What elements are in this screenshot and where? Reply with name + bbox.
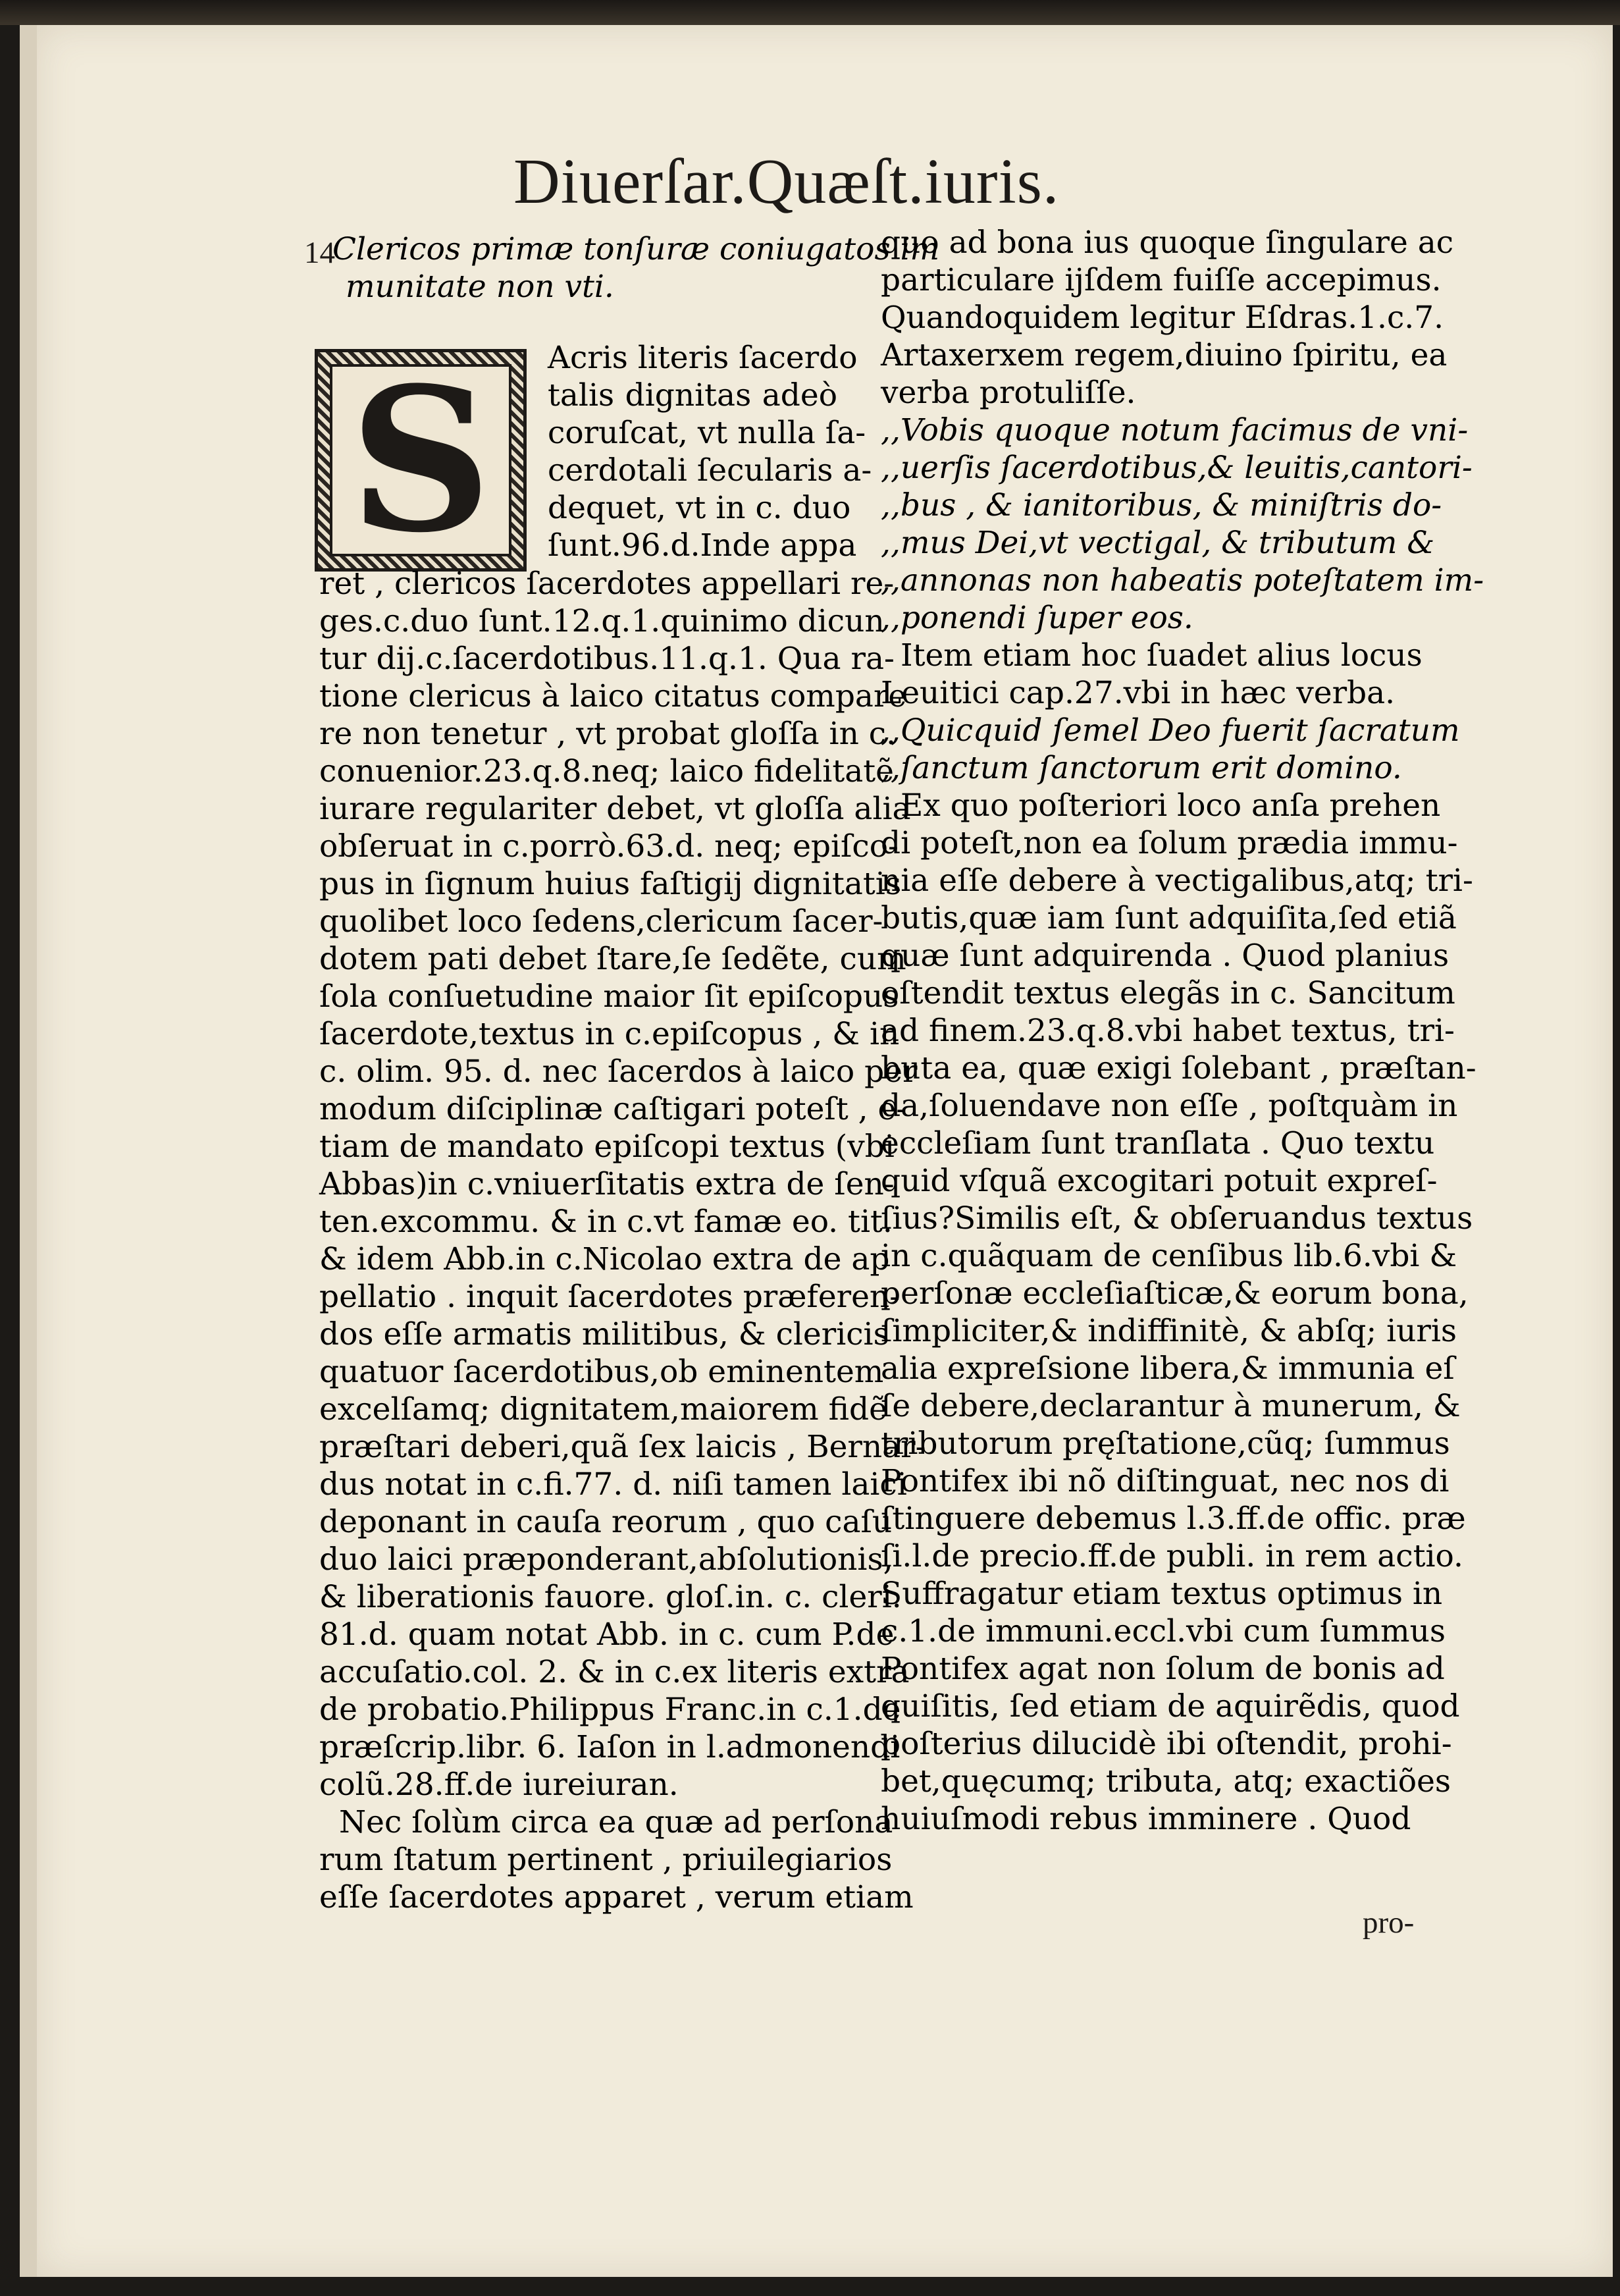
- text-line: Suffragatur etiam textus optimus in: [881, 1576, 1443, 1612]
- text-line: in c.quãquam de cenſibus lib.6.vbi &: [881, 1238, 1457, 1274]
- text-line: & idem Abb.in c.Nicolao extra de ap: [319, 1241, 890, 1277]
- text-line: ges.c.duo ſunt.12.q.1.quinimo dicun: [319, 603, 885, 639]
- text-line: talis dignitas adeò: [548, 377, 837, 414]
- text-line: Pontifex agat non ſolum de bonis ad: [881, 1651, 1445, 1687]
- page-title: Diuerſar.Quæſt.iuris.: [513, 146, 1060, 217]
- text-line: dus notat in c.fi.77. d. niſi tamen laici: [319, 1466, 907, 1503]
- text-line: quatuor ſacerdotibus,ob eminentem: [319, 1354, 884, 1390]
- text-line: ſacerdote,textus in c.epiſcopus , & in: [319, 1016, 900, 1052]
- text-line: ,,Quicquid ſemel Deo fuerit ſacratum: [881, 712, 1460, 749]
- text-line: quæ ſunt adquirenda . Quod planius: [881, 938, 1450, 974]
- text-line: præſcrip.libr. 6. Iaſon in l.admonendi: [319, 1729, 901, 1765]
- text-line: ,,bus , & ianitoribus, & miniſtris do-: [881, 487, 1442, 523]
- text-line: Abbas)in c.vniuerſitatis extra de ſen-: [319, 1166, 895, 1202]
- text-line: bet,quęcumq; tributa, atq; exactiões: [881, 1763, 1451, 1800]
- text-line: de probatio.Philippus Franc.in c.1.de: [319, 1692, 901, 1728]
- margin-number: 14: [304, 236, 335, 270]
- text-line: alia expreſsione libera,& immunia eſ: [881, 1350, 1455, 1387]
- text-line: deponant in cauſa reorum , quo caſu: [319, 1504, 893, 1540]
- text-line: Ex quo poſteriori loco anſa prehen: [901, 788, 1441, 824]
- text-line: ,,mus Dei,vt vectigal, & tributum &: [881, 525, 1435, 561]
- text-line: ſius?Similis eſt, & obſeruandus textus: [881, 1200, 1473, 1237]
- text-line: particulare ijſdem fuiſſe accepimus.: [881, 262, 1442, 298]
- text-line: ret , clericos ſacerdotes appellari re-: [319, 566, 895, 602]
- text-line: excelſamq; dignitatem,maiorem fidẽ: [319, 1391, 887, 1428]
- initial-frame: [330, 344, 511, 576]
- text-line: eccleſiam ſunt tranſlata . Quo textu: [881, 1125, 1435, 1161]
- text-line: ,,annonas non habeatis poteſtatem im-: [881, 562, 1484, 599]
- text-line: rum ſtatum pertinent , priuilegiarios: [319, 1842, 893, 1878]
- text-line: duo laici præponderant,abſolutionis,: [319, 1541, 893, 1578]
- text-line: pus in ſignum huius faſtigij dignitatis: [319, 866, 901, 902]
- text-line: quiſitis, ſed etiam de aquirẽdis, quod: [881, 1688, 1460, 1724]
- text-line: oſtendit textus elegãs in c. Sancitum: [881, 975, 1455, 1011]
- text-line: Artaxerxem regem,diuino ſpiritu, ea: [881, 337, 1448, 373]
- text-line: ,,uerſis ſacerdotibus,& leuitis,cantori-: [881, 450, 1473, 486]
- text-line: modum diſciplinæ caſtigari poteſt , e-: [319, 1091, 907, 1127]
- rubric-line: Clericos primæ tonſuræ coniugatos im: [332, 231, 940, 267]
- text-line: Nec ſolùm circa ea quæ ad perſona: [339, 1804, 893, 1840]
- text-line: c.1.de immuni.eccl.vbi cum ſummus: [881, 1613, 1446, 1649]
- text-line: nia eſſe debere à vectigalibus,atq; tri-: [881, 863, 1473, 899]
- rubric-line: munitate non vti.: [346, 269, 614, 305]
- right-column-text: [881, 224, 1484, 1838]
- text-line: ,,ponendi ſuper eos.: [881, 600, 1193, 636]
- left-column-text: [319, 565, 926, 1916]
- text-line: ad finem.23.q.8.vbi habet textus, tri-: [881, 1013, 1455, 1049]
- text-line: dos eſſe armatis militibus, & clericis: [319, 1316, 889, 1352]
- text-line: quo ad bona ius quoque ſingulare ac: [881, 225, 1454, 261]
- text-line: butis,quæ iam ſunt adquiſita,ſed etiã: [881, 900, 1457, 936]
- text-line: huiuſmodi rebus imminere . Quod: [881, 1801, 1411, 1837]
- text-line: tributorum pręſtatione,cũq; ſummus: [881, 1426, 1450, 1462]
- text-line: 81.d. quam notat Abb. in c. cum P.de: [319, 1616, 895, 1653]
- text-line: tione clericus à laico citatus compare: [319, 678, 907, 714]
- text-line: pellatio . inquit ſacerdotes præferen-: [319, 1279, 901, 1315]
- text-line: Acris literis ſacerdo: [548, 340, 858, 376]
- text-line: re non tenetur , vt probat gloſſa in c.: [319, 716, 897, 752]
- text-line: tur dij.c.ſacerdotibus.11.q.1. Qua ra-: [319, 641, 895, 677]
- text-line: & liberationis fauore. gloſ.in. c. cleri.: [319, 1579, 902, 1615]
- text-line: c. olim. 95. d. nec ſacerdos à laico per: [319, 1054, 918, 1090]
- text-line: conuenior.23.q.8.neq; laico fidelitatẽ: [319, 753, 894, 789]
- text-line: di poteſt,non ea ſolum prædia immu-: [881, 825, 1458, 861]
- text-line: obſeruat in c.porrò.63.d. neq; epiſco-: [319, 828, 899, 865]
- text-line: ſimpliciter,& indiffinitè, & abſq; iuris: [881, 1313, 1457, 1349]
- text-line: Pontifex ibi nõ diſtinguat, nec nos di: [881, 1463, 1450, 1499]
- text-line: ,,Vobis quoque notum facimus de vni-: [881, 412, 1469, 448]
- text-line: poſterius dilucidè ibi oſtendit, prohi-: [881, 1726, 1452, 1762]
- book-top-edge: [0, 0, 1620, 25]
- text-line: Leuitici cap.27.vbi in hæc verba.: [881, 675, 1396, 711]
- text-line: ſtinguere debemus l.3.ff.de offic. præ: [881, 1501, 1466, 1537]
- text-line: præſtari deberi,quã ſex laicis , Bernar-: [319, 1429, 926, 1465]
- text-line: perſonæ eccleſiaſticæ,& eorum bona,: [881, 1275, 1469, 1312]
- text-line: ſi.l.de precio.ff.de publi. in rem actio.: [881, 1538, 1463, 1574]
- text-line: iurare regulariter debet, vt gloſſa alia: [319, 791, 911, 827]
- text-line: ,,ſanctum ſanctorum erit domino.: [881, 750, 1402, 786]
- catchword: pro-: [1363, 1906, 1415, 1940]
- text-line: quid vſquã excogitari potuit expreſ-: [881, 1163, 1438, 1199]
- text-line: ſe debere,declarantur à munerum, &: [881, 1388, 1461, 1424]
- text-line: eſſe ſacerdotes apparet , verum etiam: [319, 1879, 914, 1915]
- text-line: ten.excommu. & in c.vt famæ eo. tit.: [319, 1204, 893, 1240]
- text-line: dequet, vt in c. duo: [548, 490, 851, 526]
- text-line: ſola conſuetudine maior ſit epiſcopus: [319, 978, 899, 1015]
- initial-letter: S: [349, 344, 492, 576]
- text-line: verba protuliſſe.: [881, 375, 1136, 411]
- text-line: Item etiam hoc ſuadet alius locus: [901, 637, 1423, 674]
- text-line: accuſatio.col. 2. & in c.ex literis extra: [319, 1654, 910, 1690]
- rubric: [332, 230, 940, 306]
- text-line: cerdotali ſecularis a-: [548, 452, 872, 489]
- text-line: ſunt.96.d.Inde appa: [548, 527, 857, 564]
- text-beside-initial: [548, 339, 872, 564]
- text-line: quolibet loco ſedens,clericum ſacer-: [319, 903, 883, 940]
- text-line: da,ſoluendave non eſſe , poſtquàm in: [881, 1088, 1458, 1124]
- text-line: dotem pati debet ſtare,ſe ſedẽte, cum: [319, 941, 906, 977]
- text-line: Quandoquidem legitur Eſdras.1.c.7.: [881, 300, 1444, 336]
- decorated-initial: [315, 344, 527, 576]
- text-line: tiam de mandato epiſcopi textus (vbi: [319, 1129, 895, 1165]
- text-line: colũ.28.ff.de iureiuran.: [319, 1767, 679, 1803]
- text-line: coruſcat, vt nulla ſa-: [548, 415, 866, 451]
- text-line: buta ea, quæ exigi ſolebant , præſtan-: [881, 1050, 1476, 1086]
